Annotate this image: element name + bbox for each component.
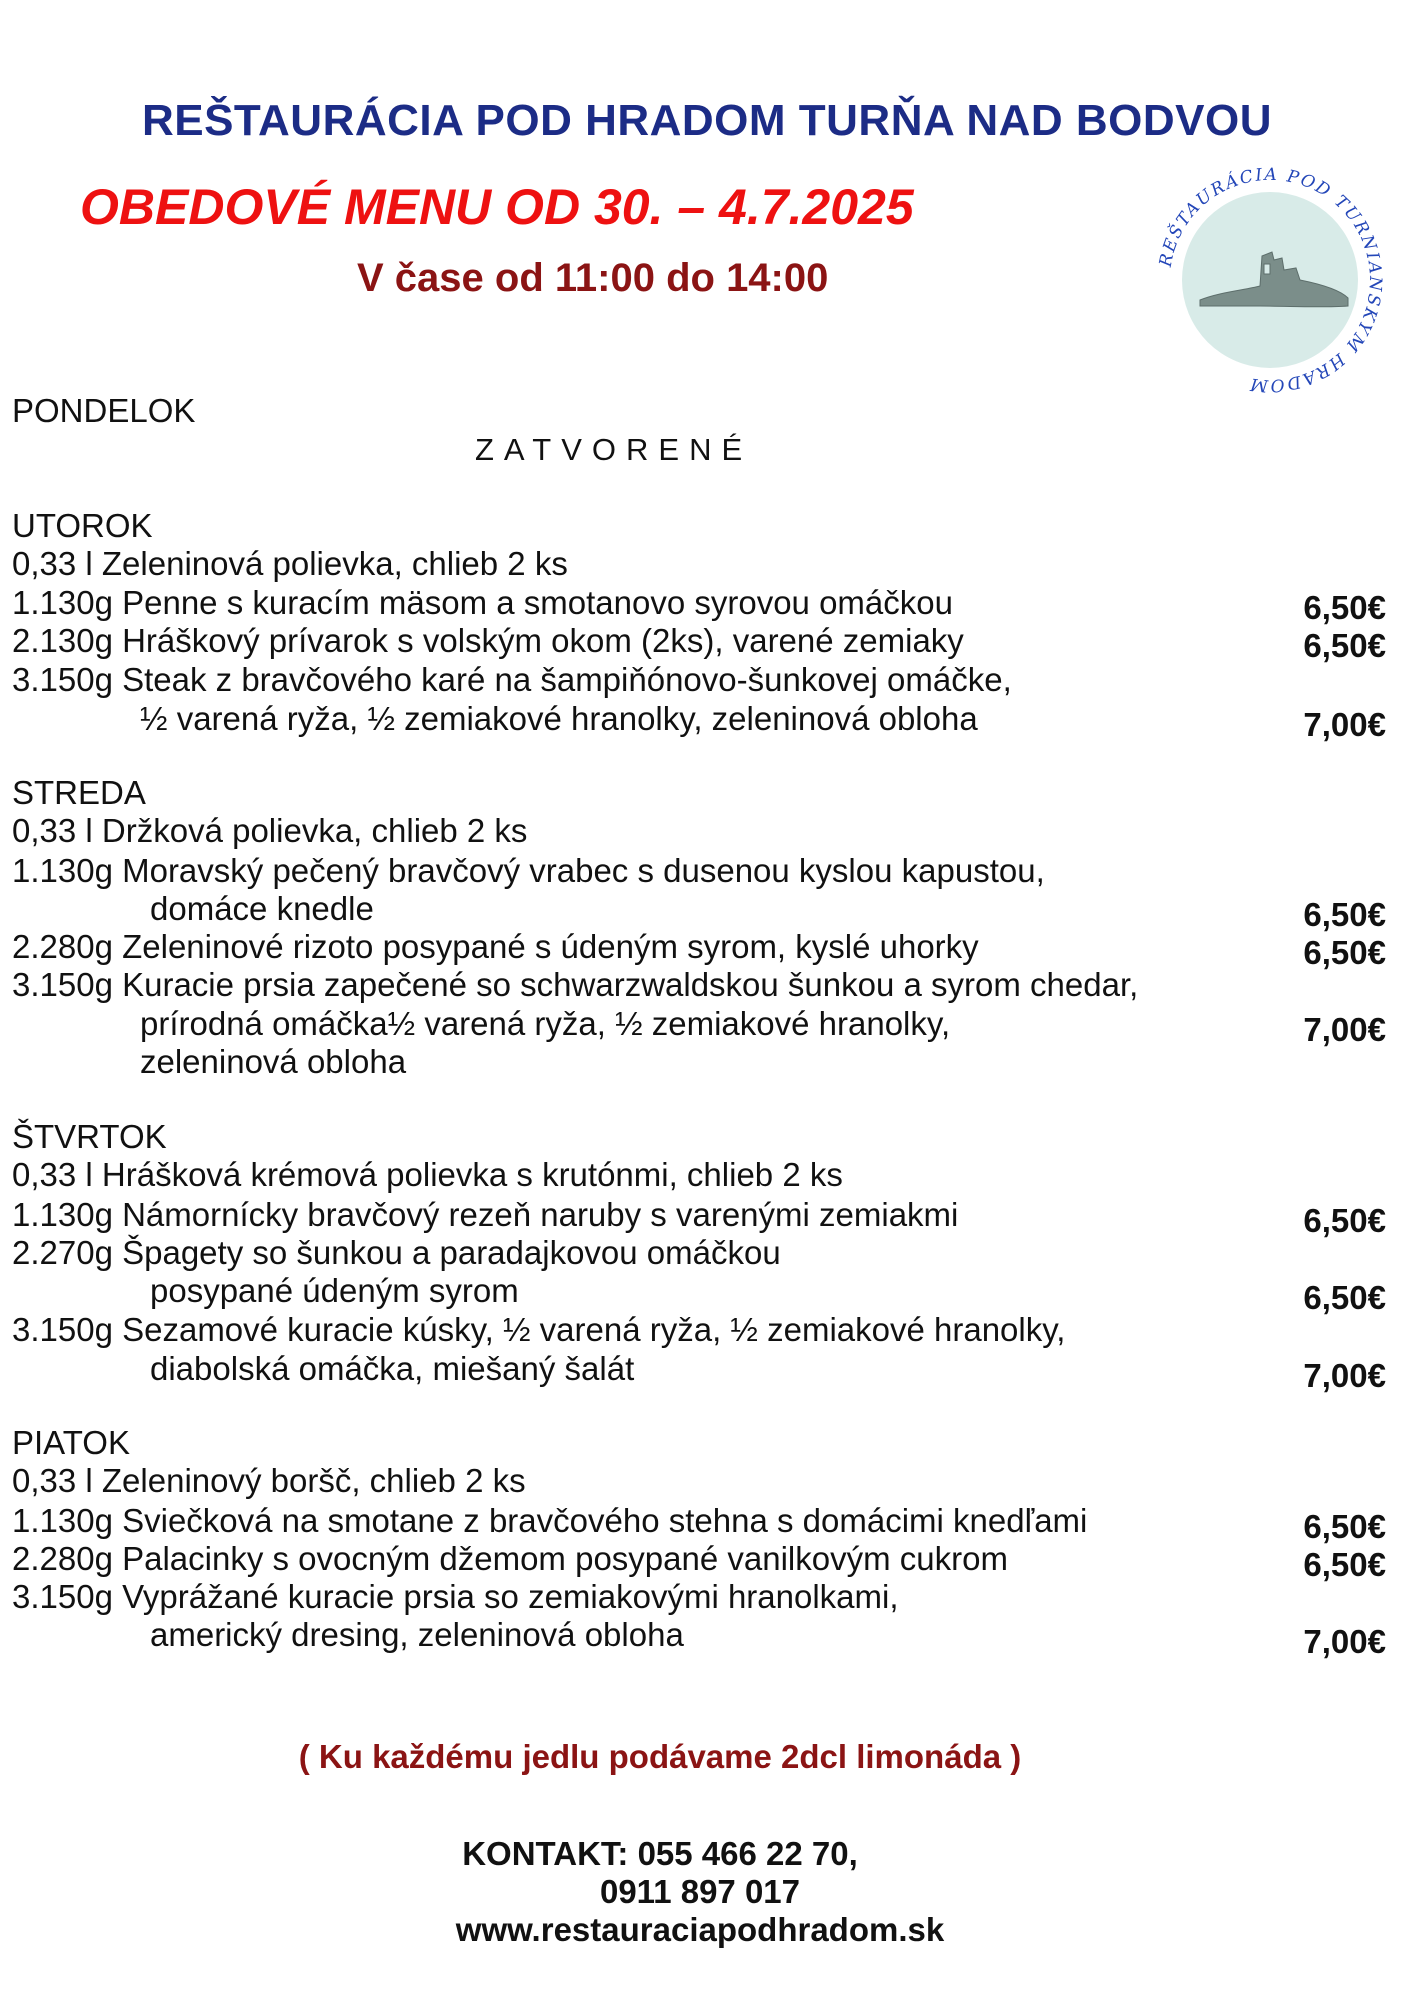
day-wednesday: STREDA xyxy=(12,774,146,811)
lemonade-note: ( Ku každému jedlu podávame 2dcl limonáda ) xyxy=(298,1738,1022,1775)
menu-item: 1.130g Moravský pečený bravčový vrabec s dusenou kyslou kapustou, xyxy=(12,852,1045,889)
price: 6,50€ xyxy=(1303,627,1386,664)
menu-item: 1.130g Námornícky bravčový rezeň naruby s varenými zemiakmi xyxy=(12,1196,959,1233)
menu-item: 3.150g Vyprážané kuracie prsia so zemiakovými hranolkami, xyxy=(12,1578,899,1615)
menu-item: 1.130g Penne s kuracím mäsom a smotanovo syrovou omáčkou xyxy=(12,584,953,621)
price: 6,50€ xyxy=(1303,589,1386,626)
restaurant-title: REŠTAURÁCIA POD HRADOM TURŇA NAD BODVOU xyxy=(141,96,1273,145)
price: 7,00€ xyxy=(1303,1623,1386,1660)
menu-item-continued: domáce knedle xyxy=(150,890,374,927)
price: 6,50€ xyxy=(1303,1546,1386,1583)
svg-text:REŠTAURÁCIA POD TURNIANSKYM HR: REŠTAURÁCIA POD TURNIANSKYM HRADOM xyxy=(1155,164,1386,396)
price: 6,50€ xyxy=(1303,1279,1386,1316)
price: 7,00€ xyxy=(1303,1357,1386,1394)
soup-item: 0,33 l Hrášková krémová polievka s krutónmi, chlieb 2 ks xyxy=(12,1156,843,1193)
price: 7,00€ xyxy=(1303,706,1386,743)
menu-item-continued: ½ varená ryža, ½ zemiakové hranolky, zeleninová obloha xyxy=(140,700,978,737)
soup-item: 0,33 l Zeleninová polievka, chlieb 2 ks xyxy=(12,545,568,582)
menu-item-continued: diabolská omáčka, miešaný šalát xyxy=(150,1350,635,1387)
menu-item: 2.280g Palacinky s ovocným džemom posypané vanilkovým cukrom xyxy=(12,1540,1008,1577)
soup-item: 0,33 l Zeleninový boršč, chlieb 2 ks xyxy=(12,1462,526,1499)
menu-item: 1.130g Sviečková na smotane z bravčového stehna s domácimi knedľami xyxy=(12,1502,1088,1539)
menu-item: 2.130g Hráškový prívarok s volským okom (2ks), varené zemiaky xyxy=(12,622,964,659)
price: 6,50€ xyxy=(1303,1508,1386,1545)
day-thursday: ŠTVRTOK xyxy=(12,1118,167,1155)
menu-item-continued: americký dresing, zeleninová obloha xyxy=(150,1616,684,1653)
contact-mobile: 0911 897 017 xyxy=(599,1873,801,1910)
contact-phone: KONTAKT: 055 466 22 70, xyxy=(462,1835,858,1872)
serving-time: V čase od 11:00 do 14:00 xyxy=(357,256,829,300)
menu-item-continued: posypané údeným syrom xyxy=(150,1272,519,1309)
price: 7,00€ xyxy=(1303,1011,1386,1048)
day-friday: PIATOK xyxy=(12,1424,130,1461)
soup-item: 0,33 l Držková polievka, chlieb 2 ks xyxy=(12,812,528,849)
menu-item: 2.280g Zeleninové rizoto posypané s údeným syrom, kyslé uhorky xyxy=(12,928,979,965)
day-monday: PONDELOK xyxy=(12,392,196,429)
price: 6,50€ xyxy=(1303,896,1386,933)
menu-item: 2.270g Špagety so šunkou a paradajkovou omáčkou xyxy=(12,1234,781,1271)
price: 6,50€ xyxy=(1303,934,1386,971)
price: 6,50€ xyxy=(1303,1202,1386,1239)
closed-label: ZATVORENÉ xyxy=(475,432,753,467)
menu-item: 3.150g Kuracie prsia zapečené so schwarzwaldskou šunkou a syrom chedar, xyxy=(12,966,1139,1003)
restaurant-logo xyxy=(1150,160,1390,400)
menu-item-continued: prírodná omáčka½ varená ryža, ½ zemiakové hranolky, xyxy=(140,1005,951,1042)
day-tuesday: UTOROK xyxy=(12,507,153,544)
website-link[interactable]: www.restauraciapodhradom.sk xyxy=(455,1911,945,1948)
menu-item: 3.150g Sezamové kuracie kúsky, ½ varená ryža, ½ zemiakové hranolky, xyxy=(12,1311,1066,1348)
menu-item-continued: zeleninová obloha xyxy=(140,1043,407,1080)
menu-subtitle: OBEDOVÉ MENU OD 30. – 4.7.2025 xyxy=(80,179,914,235)
menu-item: 3.150g Steak z bravčového karé na šampiňónovo-šunkovej omáčke, xyxy=(12,661,1012,698)
